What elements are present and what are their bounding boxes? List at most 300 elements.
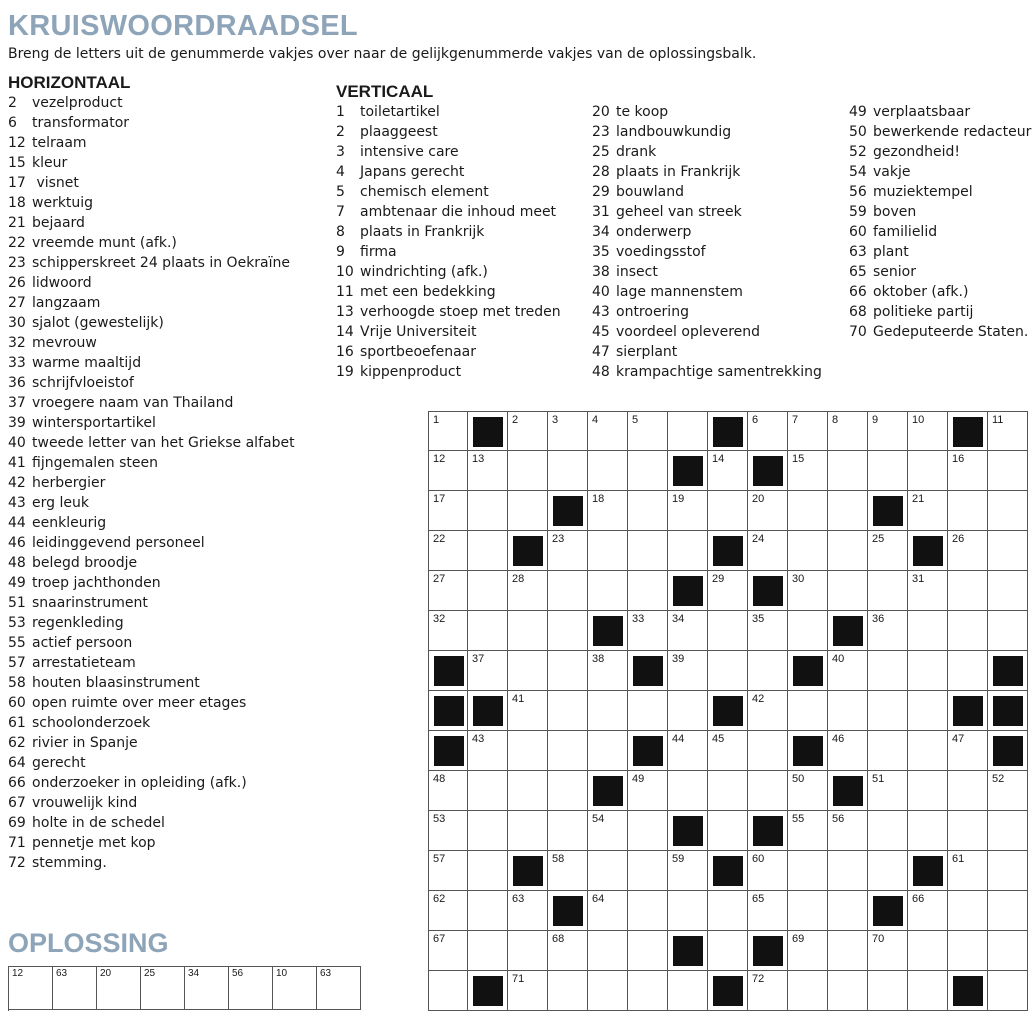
grid-block (628, 731, 668, 771)
clue-number: 1 (336, 104, 345, 120)
clue-text: plaaggeest (360, 124, 438, 140)
clue-text: regenkleding (32, 615, 124, 631)
grid-cell[interactable] (668, 531, 708, 571)
cell-number: 17 (433, 493, 446, 505)
grid-cell[interactable] (548, 971, 588, 1011)
clue-number: 27 (8, 295, 26, 311)
grid-cell[interactable] (988, 931, 1028, 971)
clue-text: verhoogde stoep met treden (360, 304, 561, 320)
grid-block (908, 531, 948, 571)
grid-cell[interactable] (868, 651, 908, 691)
grid-cell[interactable] (908, 811, 948, 851)
clue-item (8, 593, 295, 613)
clue-item (336, 182, 561, 202)
grid-cell[interactable] (708, 451, 748, 491)
cell-number: 26 (952, 533, 965, 545)
grid-cell[interactable] (788, 891, 828, 931)
clue-text: holte in de schedel (32, 815, 165, 831)
grid-cell[interactable] (628, 571, 668, 611)
clue-number: 46 (8, 535, 26, 551)
cell-number: 34 (672, 613, 685, 625)
grid-cell[interactable] (548, 531, 588, 571)
clue-number: 7 (336, 204, 345, 220)
clue-text: schoolonderzoek (32, 715, 151, 731)
clue-item (849, 302, 1031, 322)
grid-cell[interactable] (548, 851, 588, 891)
cell-number: 16 (952, 453, 965, 465)
clue-number: 20 (592, 104, 610, 120)
grid-cell[interactable] (748, 611, 788, 651)
grid-cell[interactable] (628, 811, 668, 851)
grid-cell[interactable] (708, 491, 748, 531)
grid-cell[interactable] (868, 771, 908, 811)
grid-cell[interactable] (988, 891, 1028, 931)
grid-cell[interactable] (628, 491, 668, 531)
cell-number: 66 (912, 893, 925, 905)
grid-cell[interactable] (948, 491, 988, 531)
grid-cell[interactable] (988, 451, 1028, 491)
clue-item (8, 113, 295, 133)
grid-cell[interactable] (588, 531, 628, 571)
grid-cell[interactable] (548, 811, 588, 851)
clue-text: vezelproduct (32, 95, 123, 111)
grid-cell[interactable] (748, 651, 788, 691)
grid-cell[interactable] (468, 931, 508, 971)
grid-cell[interactable] (868, 731, 908, 771)
cell-number: 4 (592, 414, 599, 426)
grid-cell[interactable] (868, 611, 908, 651)
grid-cell[interactable] (708, 811, 748, 851)
grid-cell[interactable] (828, 451, 868, 491)
grid-cell[interactable] (668, 851, 708, 891)
grid-cell[interactable] (508, 731, 548, 771)
grid-cell[interactable] (828, 411, 868, 451)
clue-text: chemisch element (360, 184, 489, 200)
clue-number: 48 (592, 364, 610, 380)
grid-cell[interactable] (468, 491, 508, 531)
grid-cell[interactable] (828, 491, 868, 531)
grid-cell[interactable] (948, 851, 988, 891)
grid-cell[interactable] (868, 811, 908, 851)
grid-cell[interactable] (948, 531, 988, 571)
grid-block (668, 811, 708, 851)
grid-cell[interactable] (468, 851, 508, 891)
grid-cell[interactable] (948, 931, 988, 971)
grid-cell[interactable] (788, 491, 828, 531)
clue-item (8, 413, 295, 433)
grid-cell[interactable] (508, 691, 548, 731)
grid-cell[interactable] (788, 531, 828, 571)
grid-cell[interactable] (708, 731, 748, 771)
clue-item (849, 182, 1031, 202)
grid-cell[interactable] (908, 891, 948, 931)
grid-cell[interactable] (548, 771, 588, 811)
solution-cell-number: 56 (232, 968, 244, 979)
grid-cell[interactable] (668, 491, 708, 531)
clue-item (592, 322, 822, 342)
grid-cell[interactable] (668, 411, 708, 451)
grid-cell[interactable] (748, 691, 788, 731)
grid-cell[interactable] (828, 531, 868, 571)
clue-item (592, 102, 822, 122)
clue-text: pennetje met kop (32, 835, 156, 851)
cell-number: 45 (712, 733, 725, 745)
grid-cell[interactable] (508, 411, 548, 451)
grid-cell[interactable] (908, 451, 948, 491)
grid-cell[interactable] (468, 771, 508, 811)
clue-number: 35 (592, 244, 610, 260)
grid-cell[interactable] (748, 971, 788, 1011)
grid-cell[interactable] (908, 691, 948, 731)
grid-cell[interactable] (708, 571, 748, 611)
solution-cell[interactable] (273, 967, 317, 1010)
grid-cell[interactable] (628, 451, 668, 491)
grid-cell[interactable] (428, 811, 468, 851)
clue-item (8, 393, 295, 413)
grid-cell[interactable] (588, 931, 628, 971)
grid-cell[interactable] (828, 691, 868, 731)
vertical-heading: VERTICAAL (336, 82, 434, 101)
grid-cell[interactable] (908, 931, 948, 971)
grid-cell[interactable] (428, 411, 468, 451)
grid-cell[interactable] (508, 571, 548, 611)
grid-cell[interactable] (788, 571, 828, 611)
solution-heading: OPLOSSING (8, 928, 169, 958)
grid-cell[interactable] (668, 731, 708, 771)
grid-cell[interactable] (868, 451, 908, 491)
grid-cell[interactable] (788, 931, 828, 971)
grid-cell[interactable] (428, 451, 468, 491)
cell-number: 60 (752, 853, 765, 865)
clue-item (336, 222, 561, 242)
cell-number: 2 (512, 414, 519, 426)
grid-cell[interactable] (988, 771, 1028, 811)
grid-cell[interactable] (668, 971, 708, 1011)
grid-cell[interactable] (708, 891, 748, 931)
clue-item (336, 342, 561, 362)
grid-cell[interactable] (548, 931, 588, 971)
grid-cell[interactable] (508, 811, 548, 851)
grid-cell[interactable] (468, 571, 508, 611)
clue-text: boven (873, 204, 917, 220)
grid-cell[interactable] (828, 571, 868, 611)
grid-cell[interactable] (908, 571, 948, 611)
grid-cell[interactable] (588, 971, 628, 1011)
grid-cell[interactable] (428, 531, 468, 571)
clue-item (336, 102, 561, 122)
grid-cell[interactable] (588, 451, 628, 491)
grid-cell[interactable] (948, 811, 988, 851)
grid-cell[interactable] (908, 491, 948, 531)
grid-cell[interactable] (628, 411, 668, 451)
grid-cell[interactable] (628, 611, 668, 651)
clue-item (8, 253, 295, 273)
cell-number: 33 (632, 613, 645, 625)
clue-number: 65 (849, 264, 867, 280)
grid-block (508, 851, 548, 891)
grid-cell[interactable] (628, 891, 668, 931)
grid-cell[interactable] (868, 571, 908, 611)
grid-cell[interactable] (588, 411, 628, 451)
grid-cell[interactable] (788, 851, 828, 891)
grid-cell[interactable] (428, 491, 468, 531)
grid-cell[interactable] (548, 651, 588, 691)
grid-cell[interactable] (628, 971, 668, 1011)
cell-number: 8 (832, 414, 839, 426)
grid-cell[interactable] (588, 811, 628, 851)
grid-cell[interactable] (788, 411, 828, 451)
clue-number: 67 (8, 795, 26, 811)
vertical-clue-list-3 (849, 102, 1031, 342)
grid-cell[interactable] (828, 931, 868, 971)
grid-cell[interactable] (788, 811, 828, 851)
grid-cell[interactable] (988, 611, 1028, 651)
cell-number: 57 (433, 853, 446, 865)
grid-cell[interactable] (468, 451, 508, 491)
grid-cell[interactable] (428, 851, 468, 891)
grid-cell[interactable] (988, 531, 1028, 571)
grid-cell[interactable] (468, 731, 508, 771)
grid-block (908, 851, 948, 891)
grid-cell[interactable] (748, 491, 788, 531)
clue-number: 10 (336, 264, 354, 280)
cell-number: 29 (712, 573, 725, 585)
grid-cell[interactable] (668, 611, 708, 651)
grid-cell[interactable] (748, 731, 788, 771)
grid-cell[interactable] (508, 611, 548, 651)
grid-cell[interactable] (948, 891, 988, 931)
grid-cell[interactable] (828, 811, 868, 851)
clue-number: 43 (8, 495, 26, 511)
grid-cell[interactable] (828, 651, 868, 691)
solution-cell[interactable] (97, 967, 141, 1010)
clue-number: 42 (8, 475, 26, 491)
solution-cell[interactable] (317, 967, 361, 1010)
grid-cell[interactable] (548, 411, 588, 451)
grid-cell[interactable] (548, 691, 588, 731)
cell-number: 30 (792, 573, 805, 585)
clue-item (8, 173, 295, 193)
grid-cell[interactable] (508, 491, 548, 531)
grid-cell[interactable] (628, 771, 668, 811)
grid-cell[interactable] (988, 491, 1028, 531)
grid-cell[interactable] (468, 891, 508, 931)
grid-cell[interactable] (548, 731, 588, 771)
clue-item (592, 362, 822, 382)
grid-cell[interactable] (548, 451, 588, 491)
grid-cell[interactable] (868, 531, 908, 571)
grid-cell[interactable] (508, 971, 548, 1011)
grid-cell[interactable] (428, 571, 468, 611)
clue-item (8, 453, 295, 473)
grid-cell[interactable] (468, 811, 508, 851)
clue-text: transformator (32, 115, 130, 131)
grid-cell[interactable] (748, 771, 788, 811)
grid-block (868, 891, 908, 931)
clue-text: krampachtige samentrekking (616, 364, 822, 380)
grid-cell[interactable] (988, 811, 1028, 851)
grid-block (508, 531, 548, 571)
grid-cell[interactable] (908, 731, 948, 771)
clue-item (336, 242, 561, 262)
clue-item (336, 122, 561, 142)
grid-cell[interactable] (548, 571, 588, 611)
instructions: Breng de letters uit de genummerde vakjes over naar de gelijkgenummerde vakjes van de oplossingsbalk. (8, 46, 757, 62)
solution-bar (8, 966, 361, 1011)
grid-cell[interactable] (748, 531, 788, 571)
grid-cell[interactable] (868, 691, 908, 731)
grid-cell[interactable] (828, 851, 868, 891)
grid-cell[interactable] (908, 611, 948, 651)
clue-item (8, 273, 295, 293)
cell-number: 48 (433, 773, 446, 785)
grid-cell[interactable] (588, 731, 628, 771)
grid-cell[interactable] (748, 891, 788, 931)
grid-cell[interactable] (708, 771, 748, 811)
grid-cell[interactable] (908, 411, 948, 451)
grid-cell[interactable] (708, 931, 748, 971)
grid-cell[interactable] (868, 931, 908, 971)
grid-cell[interactable] (428, 771, 468, 811)
grid-cell[interactable] (948, 611, 988, 651)
cell-number: 63 (512, 893, 525, 905)
grid-cell[interactable] (948, 651, 988, 691)
grid-cell[interactable] (628, 851, 668, 891)
cell-number: 9 (872, 414, 879, 426)
clue-number: 5 (336, 184, 345, 200)
clue-text: snaarinstrument (32, 595, 148, 611)
grid-cell[interactable] (588, 891, 628, 931)
grid-cell[interactable] (948, 451, 988, 491)
grid-cell[interactable] (468, 651, 508, 691)
grid-cell[interactable] (788, 611, 828, 651)
clue-number: 68 (849, 304, 867, 320)
grid-cell[interactable] (788, 971, 828, 1011)
clue-item (336, 362, 561, 382)
grid-cell[interactable] (988, 851, 1028, 891)
grid-cell[interactable] (628, 531, 668, 571)
grid-cell[interactable] (948, 571, 988, 611)
grid-cell[interactable] (948, 731, 988, 771)
cell-number: 64 (592, 893, 605, 905)
grid-cell[interactable] (548, 611, 588, 651)
grid-block (708, 531, 748, 571)
grid-cell[interactable] (788, 771, 828, 811)
clue-item (592, 122, 822, 142)
cell-number: 46 (832, 733, 845, 745)
grid-block (828, 611, 868, 651)
grid-cell[interactable] (628, 691, 668, 731)
grid-cell[interactable] (748, 851, 788, 891)
clue-text: voedingsstof (616, 244, 706, 260)
grid-cell[interactable] (508, 651, 548, 691)
grid-block (548, 891, 588, 931)
clue-number: 14 (336, 324, 354, 340)
grid-cell[interactable] (468, 531, 508, 571)
clue-text: plaats in Frankrijk (360, 224, 485, 240)
cell-number: 32 (433, 613, 446, 625)
grid-block (748, 571, 788, 611)
clue-item (8, 753, 295, 773)
grid-cell[interactable] (788, 451, 828, 491)
clue-text: vrouwelijk kind (32, 795, 138, 811)
grid-cell[interactable] (468, 611, 508, 651)
solution-cell[interactable] (185, 967, 229, 1010)
grid-cell[interactable] (668, 651, 708, 691)
grid-cell[interactable] (508, 771, 548, 811)
grid-cell[interactable] (588, 691, 628, 731)
clue-number: 39 (8, 415, 26, 431)
grid-cell[interactable] (668, 691, 708, 731)
grid-cell[interactable] (428, 891, 468, 931)
solution-cell[interactable] (53, 967, 97, 1010)
grid-cell[interactable] (668, 891, 708, 931)
cell-number: 14 (712, 453, 725, 465)
grid-cell[interactable] (428, 611, 468, 651)
cell-number: 10 (912, 414, 925, 426)
grid-block (428, 731, 468, 771)
grid-cell[interactable] (588, 571, 628, 611)
clue-item (8, 653, 295, 673)
clue-number: 8 (336, 224, 345, 240)
grid-cell[interactable] (908, 771, 948, 811)
grid-cell[interactable] (988, 571, 1028, 611)
grid-cell[interactable] (868, 411, 908, 451)
grid-cell[interactable] (828, 971, 868, 1011)
grid-cell[interactable] (708, 651, 748, 691)
grid-cell[interactable] (428, 931, 468, 971)
grid-cell[interactable] (588, 851, 628, 891)
clue-number: 63 (849, 244, 867, 260)
grid-cell[interactable] (988, 411, 1028, 451)
clue-item (8, 713, 295, 733)
grid-cell[interactable] (708, 611, 748, 651)
grid-cell[interactable] (908, 971, 948, 1011)
clue-item (8, 433, 295, 453)
grid-cell[interactable] (588, 491, 628, 531)
grid-cell[interactable] (628, 931, 668, 971)
cell-number: 5 (632, 414, 639, 426)
vertical-clue-list-1 (336, 102, 561, 382)
solution-cell[interactable] (9, 967, 53, 1010)
grid-cell[interactable] (508, 891, 548, 931)
grid-cell[interactable] (508, 931, 548, 971)
clue-text: gezondheid! (873, 144, 961, 160)
clue-item (8, 733, 295, 753)
clue-text: drank (616, 144, 657, 160)
clue-item (849, 262, 1031, 282)
grid-cell[interactable] (508, 451, 548, 491)
grid-cell[interactable] (668, 771, 708, 811)
clue-number: 58 (8, 675, 26, 691)
cell-number: 1 (433, 414, 440, 426)
clue-text: fijngemalen steen (32, 455, 159, 471)
solution-cell[interactable] (229, 967, 273, 1010)
grid-cell[interactable] (868, 851, 908, 891)
grid-cell[interactable] (788, 691, 828, 731)
grid-cell[interactable] (868, 971, 908, 1011)
grid-cell[interactable] (748, 411, 788, 451)
cell-number: 51 (872, 773, 885, 785)
grid-cell[interactable] (908, 651, 948, 691)
grid-cell[interactable] (828, 731, 868, 771)
grid-cell[interactable] (428, 971, 468, 1011)
grid-cell[interactable] (588, 651, 628, 691)
grid-cell[interactable] (948, 771, 988, 811)
grid-cell[interactable] (988, 971, 1028, 1011)
grid-cell[interactable] (828, 891, 868, 931)
solution-cell[interactable] (141, 967, 185, 1010)
